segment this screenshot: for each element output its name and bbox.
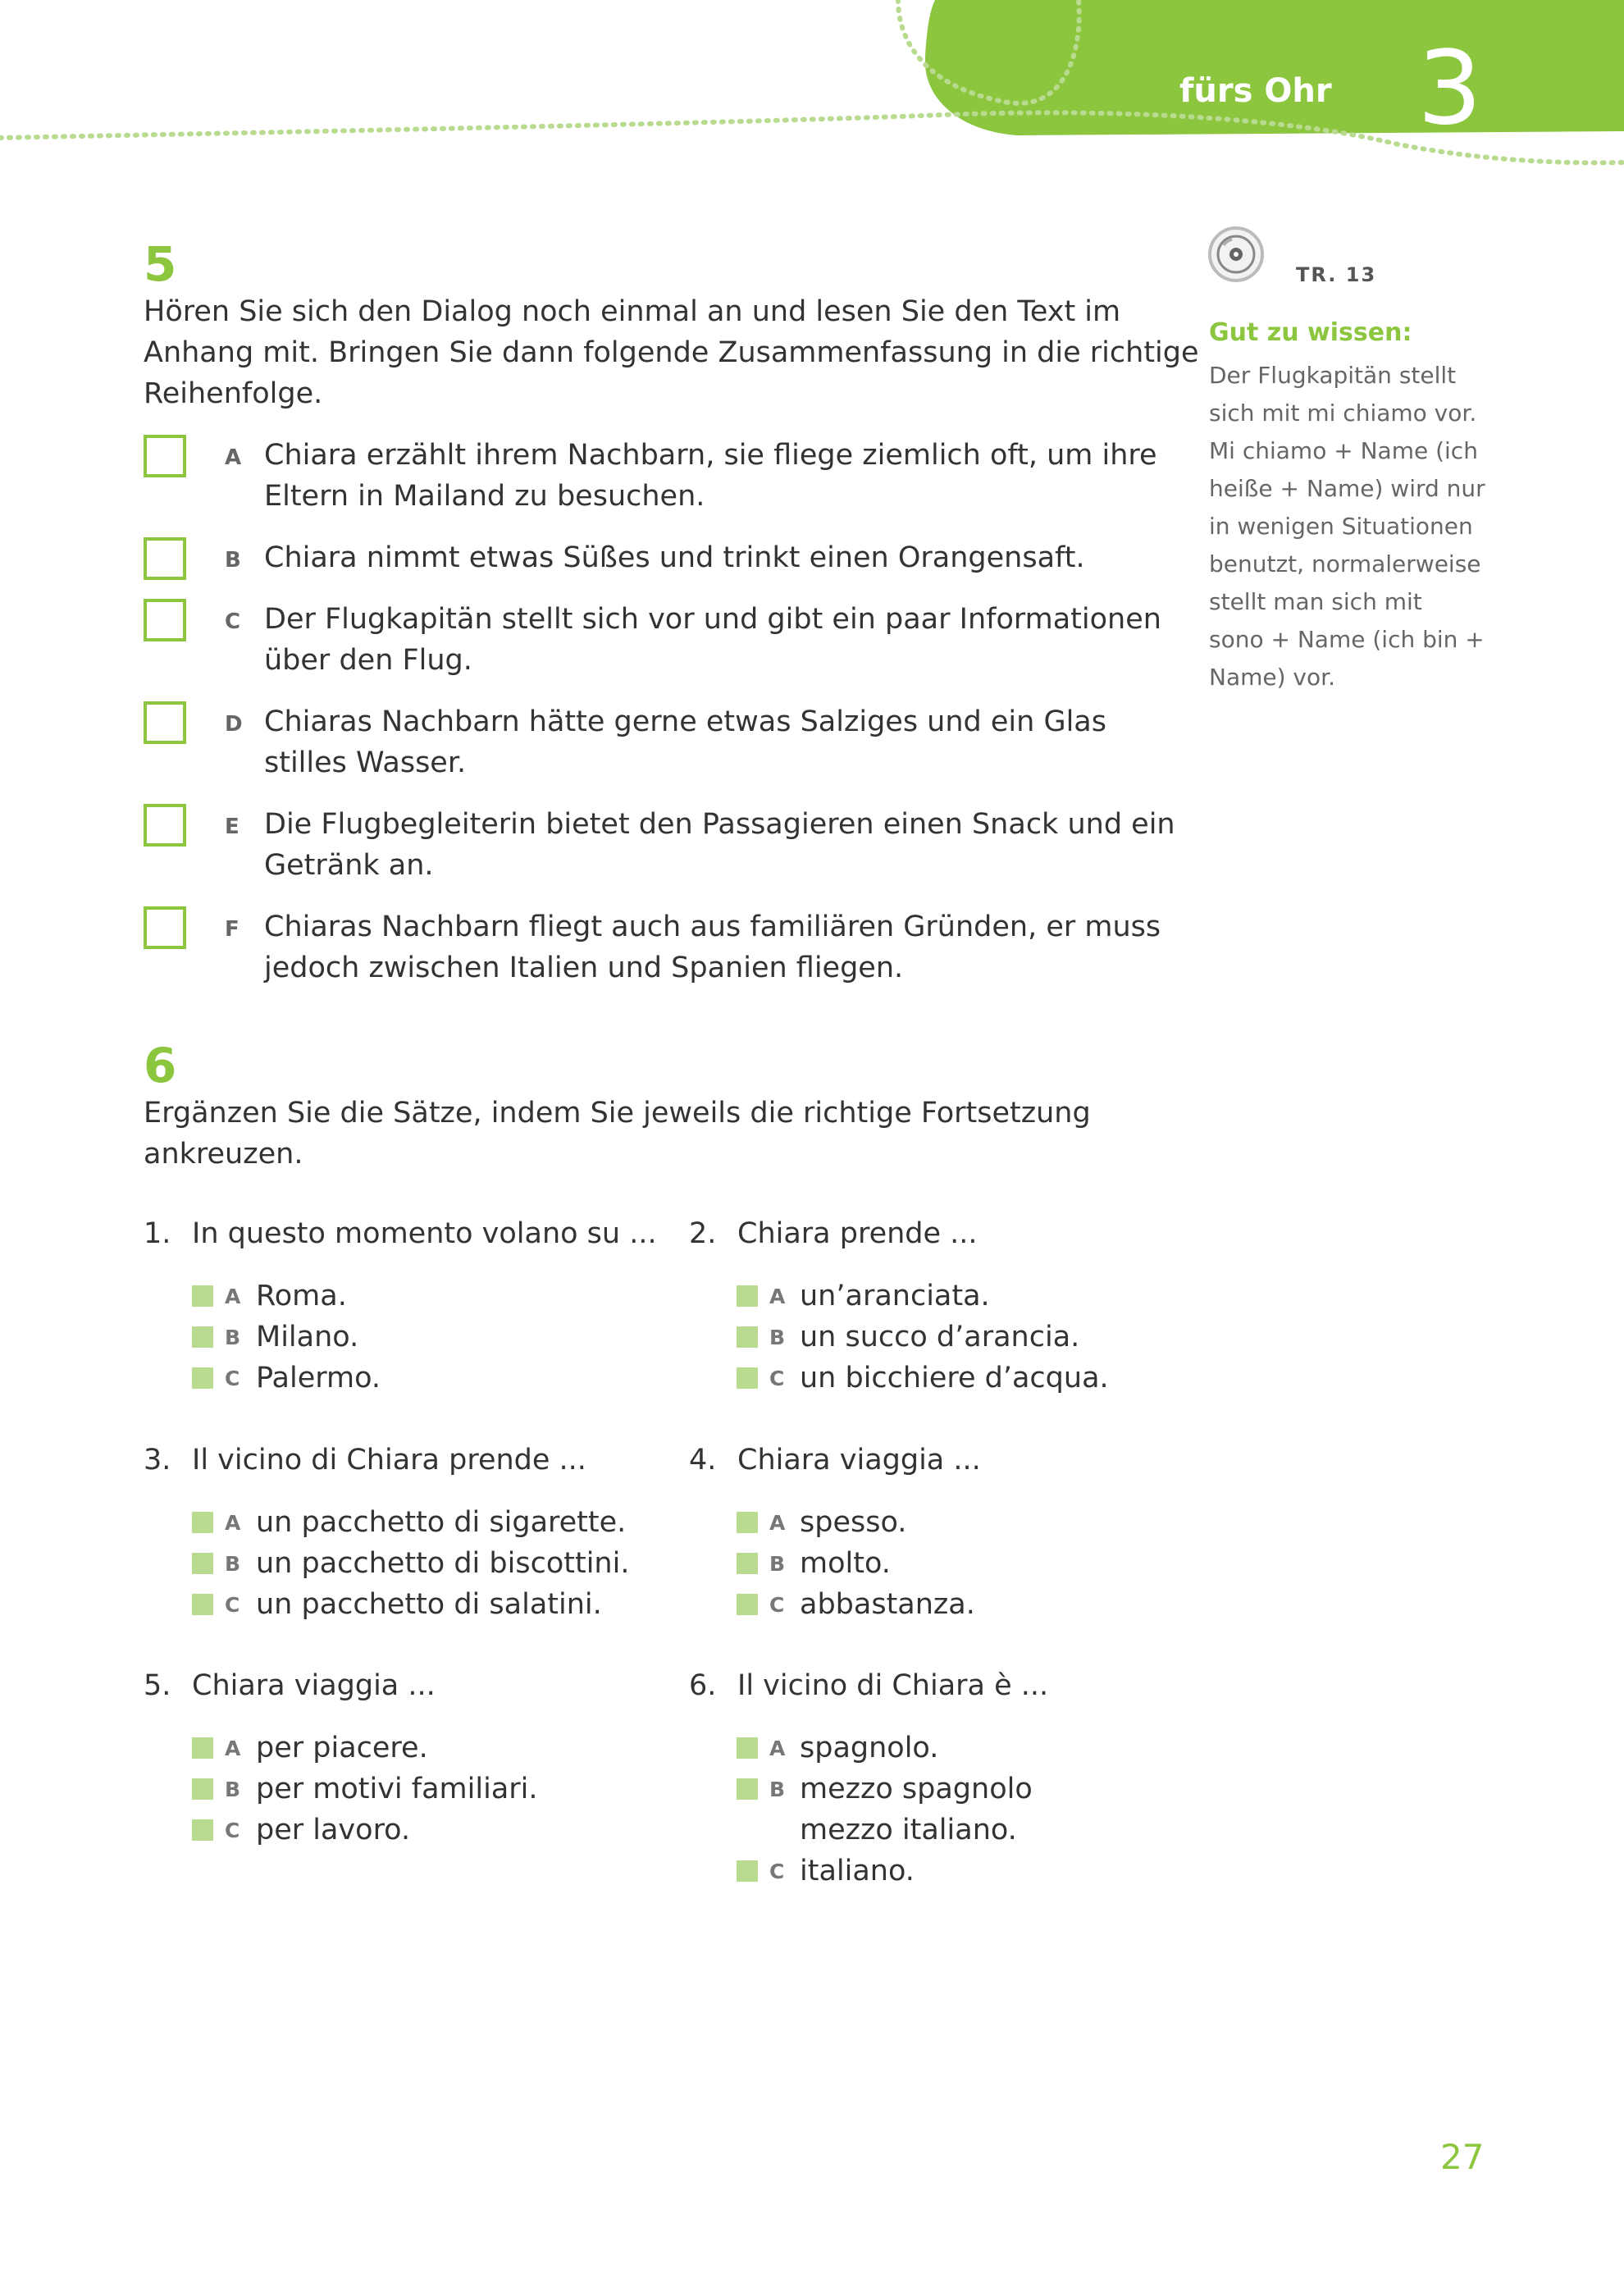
item-text: Chiara nimmt etwas Süßes und trinkt einen Orangensaft. xyxy=(264,541,1085,574)
item-text: Chiaras Nachbarn fliegt auch aus familiären Gründen, er muss xyxy=(264,911,1161,943)
order-checkbox-e[interactable] xyxy=(144,804,186,847)
header-decoration xyxy=(0,0,1624,213)
option-text: Palermo. xyxy=(256,1362,381,1394)
option-letter: A xyxy=(225,1737,241,1760)
track-label: TR. 13 xyxy=(1296,263,1377,286)
option-text: spagnolo. xyxy=(800,1732,939,1764)
option-letter: A xyxy=(769,1737,786,1760)
question-stem: Chiara prende ... xyxy=(737,1217,978,1250)
option-checkbox[interactable] xyxy=(192,1819,213,1841)
option-text: molto. xyxy=(800,1547,891,1580)
sidebar-line: sono + Name (ich bin + xyxy=(1209,626,1485,653)
question-number: 5. xyxy=(144,1669,171,1702)
option-text: un’aranciata. xyxy=(800,1280,990,1312)
option-text: per piacere. xyxy=(256,1732,428,1764)
option-letter: C xyxy=(225,1593,240,1617)
item-text: Eltern in Mailand zu besuchen. xyxy=(264,480,705,513)
question-stem: Il vicino di Chiara prende ... xyxy=(192,1444,586,1477)
option-checkbox[interactable] xyxy=(737,1285,758,1307)
question-number: 1. xyxy=(144,1217,171,1250)
item-letter: A xyxy=(225,445,242,470)
option-checkbox[interactable] xyxy=(737,1594,758,1615)
option-checkbox[interactable] xyxy=(192,1594,213,1615)
option-checkbox[interactable] xyxy=(192,1737,213,1759)
option-letter: B xyxy=(225,1778,241,1801)
option-letter: A xyxy=(225,1511,241,1535)
option-letter: A xyxy=(225,1285,241,1308)
option-checkbox[interactable] xyxy=(192,1512,213,1533)
exercise-5-number: 5 xyxy=(144,236,177,292)
instruction-line: Anhang mit. Bringen Sie dann folgende Zusammenfassung in die richtige xyxy=(144,336,1199,369)
option-checkbox[interactable] xyxy=(192,1553,213,1574)
item-letter: F xyxy=(225,917,239,942)
item-text: Der Flugkapitän stellt sich vor und gibt ein paar Informationen xyxy=(264,603,1161,636)
option-text: per lavoro. xyxy=(256,1814,411,1846)
option-text: spesso. xyxy=(800,1506,907,1539)
item-text: Chiara erzählt ihrem Nachbarn, sie fliege ziemlich oft, um ihre xyxy=(264,439,1157,472)
question-stem: In questo momento volano su ... xyxy=(192,1217,657,1250)
option-checkbox[interactable] xyxy=(192,1285,213,1307)
option-text: un pacchetto di salatini. xyxy=(256,1588,602,1621)
option-letter: C xyxy=(769,1593,785,1617)
option-letter: C xyxy=(225,1819,240,1842)
option-checkbox[interactable] xyxy=(737,1553,758,1574)
option-text: un bicchiere d’acqua. xyxy=(800,1362,1109,1394)
option-text: per motivi familiari. xyxy=(256,1773,538,1805)
option-letter: B xyxy=(225,1552,241,1576)
section-title: fürs Ohr xyxy=(1179,72,1332,110)
option-checkbox[interactable] xyxy=(192,1367,213,1389)
option-text: italiano. xyxy=(800,1855,915,1887)
item-text: stilles Wasser. xyxy=(264,746,467,779)
order-checkbox-a[interactable] xyxy=(144,435,186,477)
option-checkbox[interactable] xyxy=(737,1326,758,1348)
question-number: 4. xyxy=(689,1444,717,1477)
item-text: Getränk an. xyxy=(264,849,434,882)
instruction-line: Ergänzen Sie die Sätze, indem Sie jeweils die richtige Fortsetzung xyxy=(144,1097,1091,1130)
option-letter: B xyxy=(769,1326,786,1349)
item-text: jedoch zwischen Italien und Spanien fliegen. xyxy=(264,952,904,984)
page-number: 27 xyxy=(1440,2137,1485,2177)
option-text-continued: mezzo italiano. xyxy=(800,1814,1017,1846)
option-letter: A xyxy=(769,1285,786,1308)
option-text: Milano. xyxy=(256,1321,359,1353)
item-letter: D xyxy=(225,712,243,737)
item-letter: E xyxy=(225,815,239,839)
chapter-number: 3 xyxy=(1417,30,1482,148)
option-checkbox[interactable] xyxy=(192,1778,213,1800)
question-number: 2. xyxy=(689,1217,717,1250)
option-letter: B xyxy=(225,1326,241,1349)
option-checkbox[interactable] xyxy=(737,1737,758,1759)
option-text: un pacchetto di biscottini. xyxy=(256,1547,630,1580)
instruction-line: Reihenfolge. xyxy=(144,377,323,410)
option-checkbox[interactable] xyxy=(737,1860,758,1882)
item-text: über den Flug. xyxy=(264,644,472,677)
sidebar-line: Mi chiamo + Name (ich xyxy=(1209,437,1478,464)
question-stem: Chiara viaggia ... xyxy=(737,1444,981,1477)
question-stem: Chiara viaggia ... xyxy=(192,1669,436,1702)
option-letter: B xyxy=(769,1778,786,1801)
question-stem: Il vicino di Chiara è ... xyxy=(737,1669,1049,1702)
sidebar-line: in wenigen Situationen xyxy=(1209,513,1473,540)
option-letter: C xyxy=(769,1367,785,1390)
instruction-line: ankreuzen. xyxy=(144,1138,303,1171)
cd-icon[interactable] xyxy=(1207,226,1265,283)
item-text: Die Flugbegleiterin bietet den Passagieren einen Snack und ein xyxy=(264,808,1175,841)
option-text: mezzo spagnolo xyxy=(800,1773,1033,1805)
instruction-line: Hören Sie sich den Dialog noch einmal an und lesen Sie den Text im xyxy=(144,295,1121,328)
item-letter: B xyxy=(225,548,241,573)
order-checkbox-f[interactable] xyxy=(144,906,186,949)
question-number: 3. xyxy=(144,1444,171,1477)
exercise-6-number: 6 xyxy=(144,1038,177,1093)
option-checkbox[interactable] xyxy=(192,1326,213,1348)
option-checkbox[interactable] xyxy=(737,1367,758,1389)
sidebar-line: Der Flugkapitän stellt xyxy=(1209,362,1457,389)
option-letter: A xyxy=(769,1511,786,1535)
item-letter: C xyxy=(225,609,241,634)
sidebar-heading: Gut zu wissen: xyxy=(1209,318,1412,347)
option-text: un succo d’arancia. xyxy=(800,1321,1080,1353)
sidebar-line: Name) vor. xyxy=(1209,664,1335,691)
option-letter: C xyxy=(769,1860,785,1883)
sidebar-line: stellt man sich mit xyxy=(1209,588,1422,615)
sidebar-line: heiße + Name) wird nur xyxy=(1209,475,1485,502)
option-text: abbastanza. xyxy=(800,1588,975,1621)
sidebar-line: sich mit mi chiamo vor. xyxy=(1209,399,1477,427)
sidebar-line: benutzt, normalerweise xyxy=(1209,550,1481,577)
order-checkbox-c[interactable] xyxy=(144,599,186,641)
question-number: 6. xyxy=(689,1669,717,1702)
option-letter: C xyxy=(225,1367,240,1390)
option-checkbox[interactable] xyxy=(737,1512,758,1533)
option-checkbox[interactable] xyxy=(737,1778,758,1800)
option-text: un pacchetto di sigarette. xyxy=(256,1506,627,1539)
order-checkbox-d[interactable] xyxy=(144,701,186,744)
option-letter: B xyxy=(769,1552,786,1576)
order-checkbox-b[interactable] xyxy=(144,537,186,580)
item-text: Chiaras Nachbarn hätte gerne etwas Salziges und ein Glas xyxy=(264,705,1106,738)
option-text: Roma. xyxy=(256,1280,347,1312)
